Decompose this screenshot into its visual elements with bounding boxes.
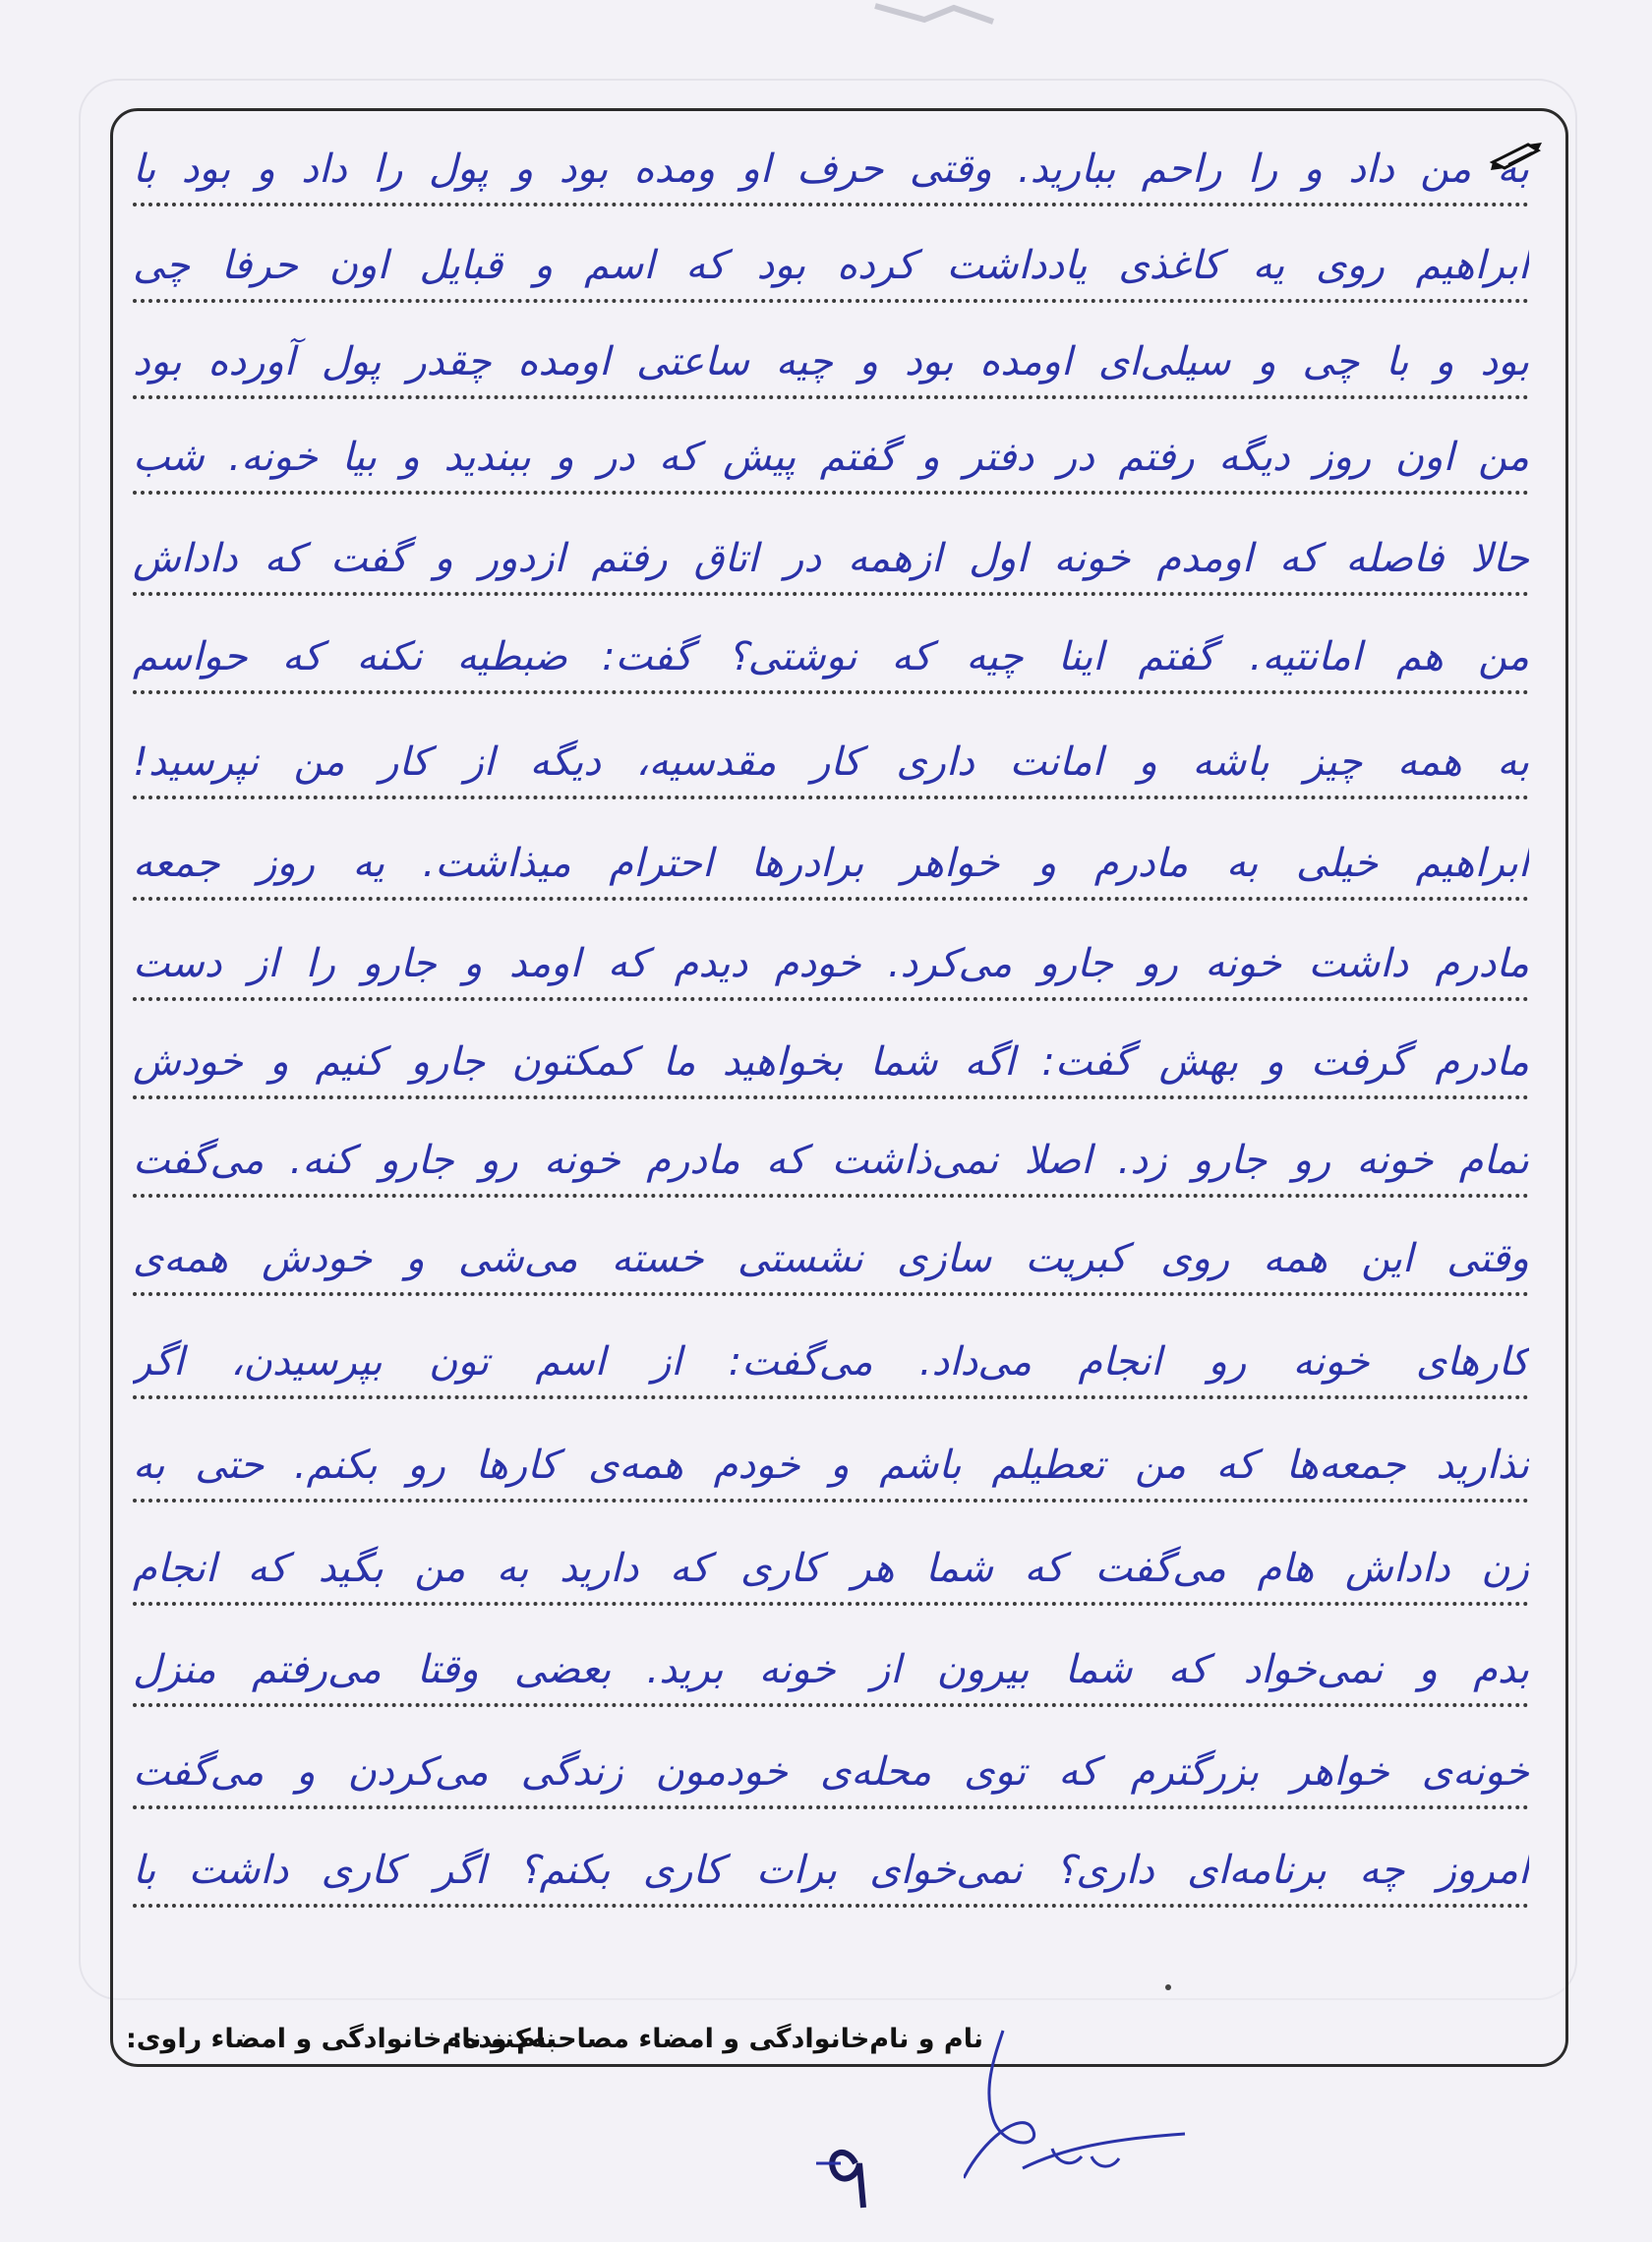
- handwritten-text: من اون روز دیگه رفتم در دفتر و گفتم پیش که در و ببندید و بیا خونه. شب: [133, 435, 1529, 480]
- handwritten-text: به همه چیز باشه و امانت داری کار مقدسیه، دیگه از کار من نپرسید!: [133, 739, 1529, 785]
- text-line-17: [133, 1733, 1529, 1817]
- handwritten-text: نذارید جمعه‌ها که من تعطیلم باشم و خودم همه‌ی کارها رو بکنم. حتی به: [133, 1443, 1529, 1488]
- text-line-16: [133, 1630, 1529, 1715]
- ink-dot: [1165, 1984, 1171, 1990]
- staple-mark: [865, 0, 1003, 30]
- handwritten-text: مادرم گرفت و بهش گفت: اگه شما بخواهید ما کمکتون جارو کنیم و خودش: [133, 1039, 1529, 1085]
- text-line-10: [133, 1023, 1529, 1107]
- text-line-12: [133, 1219, 1529, 1304]
- handwritten-text: مادرم داشت خونه رو جارو می‌کرد. خودم دیدم که اومد و جارو را از دست: [133, 941, 1529, 986]
- handwritten-text: کارهای خونه رو انجام می‌داد. می‌گفت: از اسم تون بپرسیدن، اگر: [133, 1339, 1529, 1385]
- text-line-13: [133, 1323, 1529, 1407]
- text-line-7: [133, 723, 1529, 807]
- text-line-1: [133, 130, 1529, 214]
- text-line-11: [133, 1121, 1529, 1206]
- handwritten-text: وقتی این همه روی کبریت سازی نشستی خسته می‌شی و خودش همه‌ی: [133, 1236, 1529, 1281]
- text-line-8: [133, 824, 1529, 909]
- handwritten-text: زن داداش هام می‌گفت که شما هر کاری که دارید به من بگید که انجام: [133, 1546, 1529, 1591]
- handwritten-text: ابراهیم روی یه کاغذی یادداشت کرده بود که اسم و قبایل اون حرفا چی: [133, 243, 1529, 288]
- handwritten-text: ابراهیم خیلی به مادرم و خواهر برادرها احترام میذاشت. یه روز جمعه: [133, 841, 1529, 886]
- interviewer-signature: [964, 2021, 1190, 2188]
- text-line-3: [133, 323, 1529, 407]
- handwritten-text: خونه‌ی خواهر بزرگترم که توی محله‌ی خودمون زندگی می‌کردن و می‌گفت: [133, 1749, 1529, 1795]
- handwritten-text: من هم امانتیه. گفتم اینا چیه که نوشتی؟ گفت: ضبطیه نکنه که حواسم: [133, 634, 1529, 679]
- text-line-4: [133, 418, 1529, 502]
- text-line-5: [133, 519, 1529, 604]
- text-line-6: [133, 618, 1529, 702]
- text-line-14: [133, 1426, 1529, 1510]
- interviewer-signature-caption: نام و نام‌خانوادگی و امضاء مصاحبه‌کننده:: [451, 2024, 983, 2054]
- handwritten-text: امروز چه برنامه‌ای داری؟ نمی‌خوای برات کاری بکنم؟ اگر کاری داشت با: [133, 1848, 1529, 1893]
- text-line-15: [133, 1529, 1529, 1614]
- text-line-9: [133, 924, 1529, 1009]
- page-number: [816, 2134, 905, 2212]
- handwritten-text: حالا فاصله که اومدم خونه اول ازهمه در اتاق رفتم ازدور و گفت که داداش: [133, 536, 1529, 581]
- handwritten-text: تمام خونه رو جارو زد. اصلا نمی‌ذاشت که مادرم خونه رو جارو کنه. می‌گفت: [133, 1138, 1529, 1183]
- text-line-2: [133, 226, 1529, 311]
- handwritten-text: به من داد و را راحم ببارید. وقتی حرف او ومده بود و پول را داد و بود با: [133, 147, 1529, 192]
- handwritten-text: بدم و نمی‌خواد که شما بیرون از خونه برید. بعضی وقتا می‌رفتم منزل: [133, 1647, 1529, 1692]
- text-line-18: [133, 1831, 1529, 1916]
- narrator-signature-caption: نام و نام‌خانوادگی و امضاء راوی:: [126, 2024, 557, 2054]
- handwritten-text: بود و با چی و سیلی‌ای اومده بود و چیه ساعتی اومده چقدر پول آورده بود: [133, 339, 1529, 384]
